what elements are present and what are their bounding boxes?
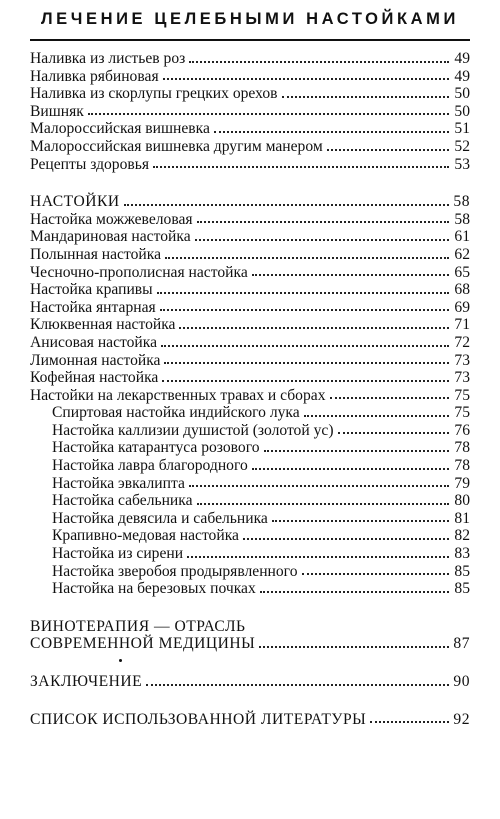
toc-entry[interactable] [30,369,470,387]
toc-entry-page: 90 [453,673,470,690]
toc-entry-label: Малороссийская вишневка [30,120,210,138]
toc-entry-page: 75 [454,386,470,404]
toc-entry-page: 78 [454,457,470,475]
spacer [30,691,470,711]
dot-leader [146,684,449,686]
toc-entry-label: ЗАКЛЮЧЕНИЕ [30,673,143,690]
toc-entry-page: 76 [454,421,470,439]
toc-entry-label: Крапивно-медовая настойка [52,527,239,545]
dot-leader [179,327,449,329]
toc-subentry[interactable] [30,457,470,475]
spacer [30,173,470,193]
toc-entry-label: Клюквенная настойка [30,316,176,334]
dot-leader [163,78,449,80]
toc-entry[interactable] [30,50,470,68]
toc-entry-page: 52 [454,137,470,155]
toc-entry-page: 50 [454,102,470,120]
dot-leader [304,415,449,417]
dot-leader [157,292,449,294]
dot-leader [252,274,449,276]
toc-entry-label: Спиртовая настойка индийского лука [52,404,300,422]
toc-section-entry[interactable] [30,635,470,653]
toc-entry-label: Рецепты здоровья [30,155,150,173]
toc-entry-page: 49 [454,50,470,67]
toc-entry-page: 51 [454,120,470,138]
dot-leader [195,239,449,241]
toc-entry-label: Полынная настойка [30,245,161,263]
toc-entry[interactable] [30,120,470,138]
toc-subentry[interactable] [30,404,470,422]
toc-entry[interactable] [30,68,470,86]
toc-section-entry[interactable] [30,711,470,729]
toc-subentry[interactable] [30,580,470,598]
toc-entry-page: 78 [454,439,470,457]
toc-entry-page: 71 [454,316,470,334]
toc-entry[interactable] [30,264,470,282]
dot-leader [272,520,449,522]
dot-leader [197,221,449,223]
dot-leader [252,468,449,470]
toc-entry-page: 85 [454,580,470,598]
toc-section-entry[interactable] [30,193,470,211]
dot-leader [282,96,449,98]
running-header [0,4,500,34]
dot-leader [88,113,449,115]
dot-leader [162,380,449,382]
toc-entry-page: 62 [454,245,470,263]
toc-entry-label: Настойка сабельника [52,492,193,510]
toc-entry-label: Настойка лавра благородного [52,457,248,475]
toc-entry-page: 58 [453,193,470,211]
toc-entry-label: Настойка эвкалипта [52,474,185,492]
toc-entry-page: 92 [453,710,470,728]
spacer [30,598,470,618]
toc-entry-label: Наливка из листьев роз [30,50,186,67]
toc-entry[interactable] [30,228,470,246]
toc-subentry[interactable] [30,527,470,545]
dot-leader [259,646,449,648]
toc-entry-page: 65 [454,263,470,281]
toc-entry-label: НАСТОЙКИ [30,193,120,211]
toc-entry[interactable] [30,211,470,229]
dot-leader [153,166,449,168]
toc-entry-label: Чесночно-прополисная настойка [30,263,248,281]
toc-entry-page: 58 [454,210,470,228]
toc-entry-page: 87 [453,635,470,653]
dot-leader [370,721,449,723]
toc-subentry[interactable] [30,475,470,493]
toc-entry-label: Анисовая настойка [30,333,158,351]
toc-entry[interactable] [30,138,470,156]
dot-leader [164,362,449,364]
toc-entry-label: Настойка можжевеловая [30,210,193,228]
table-of-contents [30,50,470,728]
toc-entry-page: 49 [454,67,470,85]
toc-entry-page: 73 [454,351,470,369]
toc-entry[interactable] [30,352,470,370]
toc-entry-label: Настойка из сирени [52,545,184,563]
toc-entry-label: Настойка янтарная [30,298,156,316]
toc-entry-page: 80 [454,492,470,510]
toc-entry-page: 69 [454,298,470,316]
toc-entry-label: СПИСОК ИСПОЛЬЗОВАННОЙ ЛИТЕРАТУРЫ [30,710,367,728]
toc-entry-label: Настойка каллизии душистой (золотой ус) [52,421,334,439]
dot-leader [214,131,449,133]
dot-leader [124,204,449,206]
toc-entry-page: 75 [454,404,470,422]
dot-leader [338,432,449,434]
dot-leader [330,397,450,399]
header-rule [30,39,470,41]
toc-entry-page: 68 [454,281,470,299]
toc-entry-label: Настойка зверобоя продырявленного [52,562,298,580]
toc-subentry[interactable] [30,545,470,563]
toc-entry-label: Настойки на лекарственных травах и сборах [30,386,326,404]
toc-entry-label: Настойка девясила и сабельника [52,509,268,527]
toc-subentry[interactable] [30,510,470,528]
toc-entry-label: Вишняк [30,102,84,120]
spacer [30,653,470,673]
dot-leader [189,485,449,487]
toc-subentry[interactable] [30,492,470,510]
dot-leader [187,556,449,558]
toc-entry-page: 73 [454,369,470,387]
dot-leader [165,257,449,259]
toc-entry-page: 85 [454,562,470,580]
running-header-title: ЛЕЧЕНИЕ ЦЕЛЕБНЫМИ НАСТОЙКАМИ [41,10,459,28]
toc-entry-label: Настойка катарантуса розового [52,439,260,457]
toc-entry-page: 53 [454,155,470,173]
toc-entry-label: Настойка на березовых почках [52,580,256,598]
toc-entry[interactable] [30,156,470,174]
toc-entry[interactable] [30,103,470,121]
dot-leader [189,61,449,63]
dot-leader [264,450,449,452]
toc-entry[interactable] [30,316,470,334]
toc-entry-page: 81 [454,509,470,527]
dot-leader [197,503,449,505]
toc-entry-label: Кофейная настойка [30,369,159,387]
dot-leader [302,573,450,575]
toc-entry-page: 83 [454,545,470,563]
toc-entry[interactable] [30,299,470,317]
toc-subentry[interactable] [30,563,470,581]
dot-leader [160,309,449,311]
toc-entry-page: 82 [454,527,470,545]
dot-leader [161,345,449,347]
toc-entry-label: Малороссийская вишневка другим манером [30,137,323,155]
dot-leader [243,538,449,540]
toc-entry[interactable] [30,387,470,405]
toc-section-entry[interactable] [30,673,470,691]
toc-entry-page: 72 [454,333,470,351]
toc-entry-label: СОВРЕМЕННОЙ МЕДИЦИНЫ [30,635,256,653]
toc-entry[interactable] [30,334,470,352]
toc-section-title-line1: ВИНОТЕРАПИЯ — ОТРАСЛЬ [30,617,246,635]
toc-entry-page: 50 [454,85,470,103]
toc-subentry[interactable] [30,439,470,457]
toc-entry[interactable] [30,281,470,299]
toc-entry-page: 61 [454,228,470,246]
print-speck [119,659,122,662]
toc-subentry[interactable] [30,422,470,440]
toc-entry-page: 79 [454,474,470,492]
toc-entry-label: Мандариновая настойка [30,228,191,246]
dot-leader [260,591,449,593]
toc-entry[interactable] [30,85,470,103]
toc-entry-label: Наливка рябиновая [30,67,159,85]
toc-entry[interactable] [30,246,470,264]
toc-entry-label: Наливка из скорлупы грецких орехов [30,85,278,103]
toc-entry-label: Лимонная настойка [30,351,161,369]
toc-entry-label: Настойка крапивы [30,281,153,299]
dot-leader [327,149,449,151]
